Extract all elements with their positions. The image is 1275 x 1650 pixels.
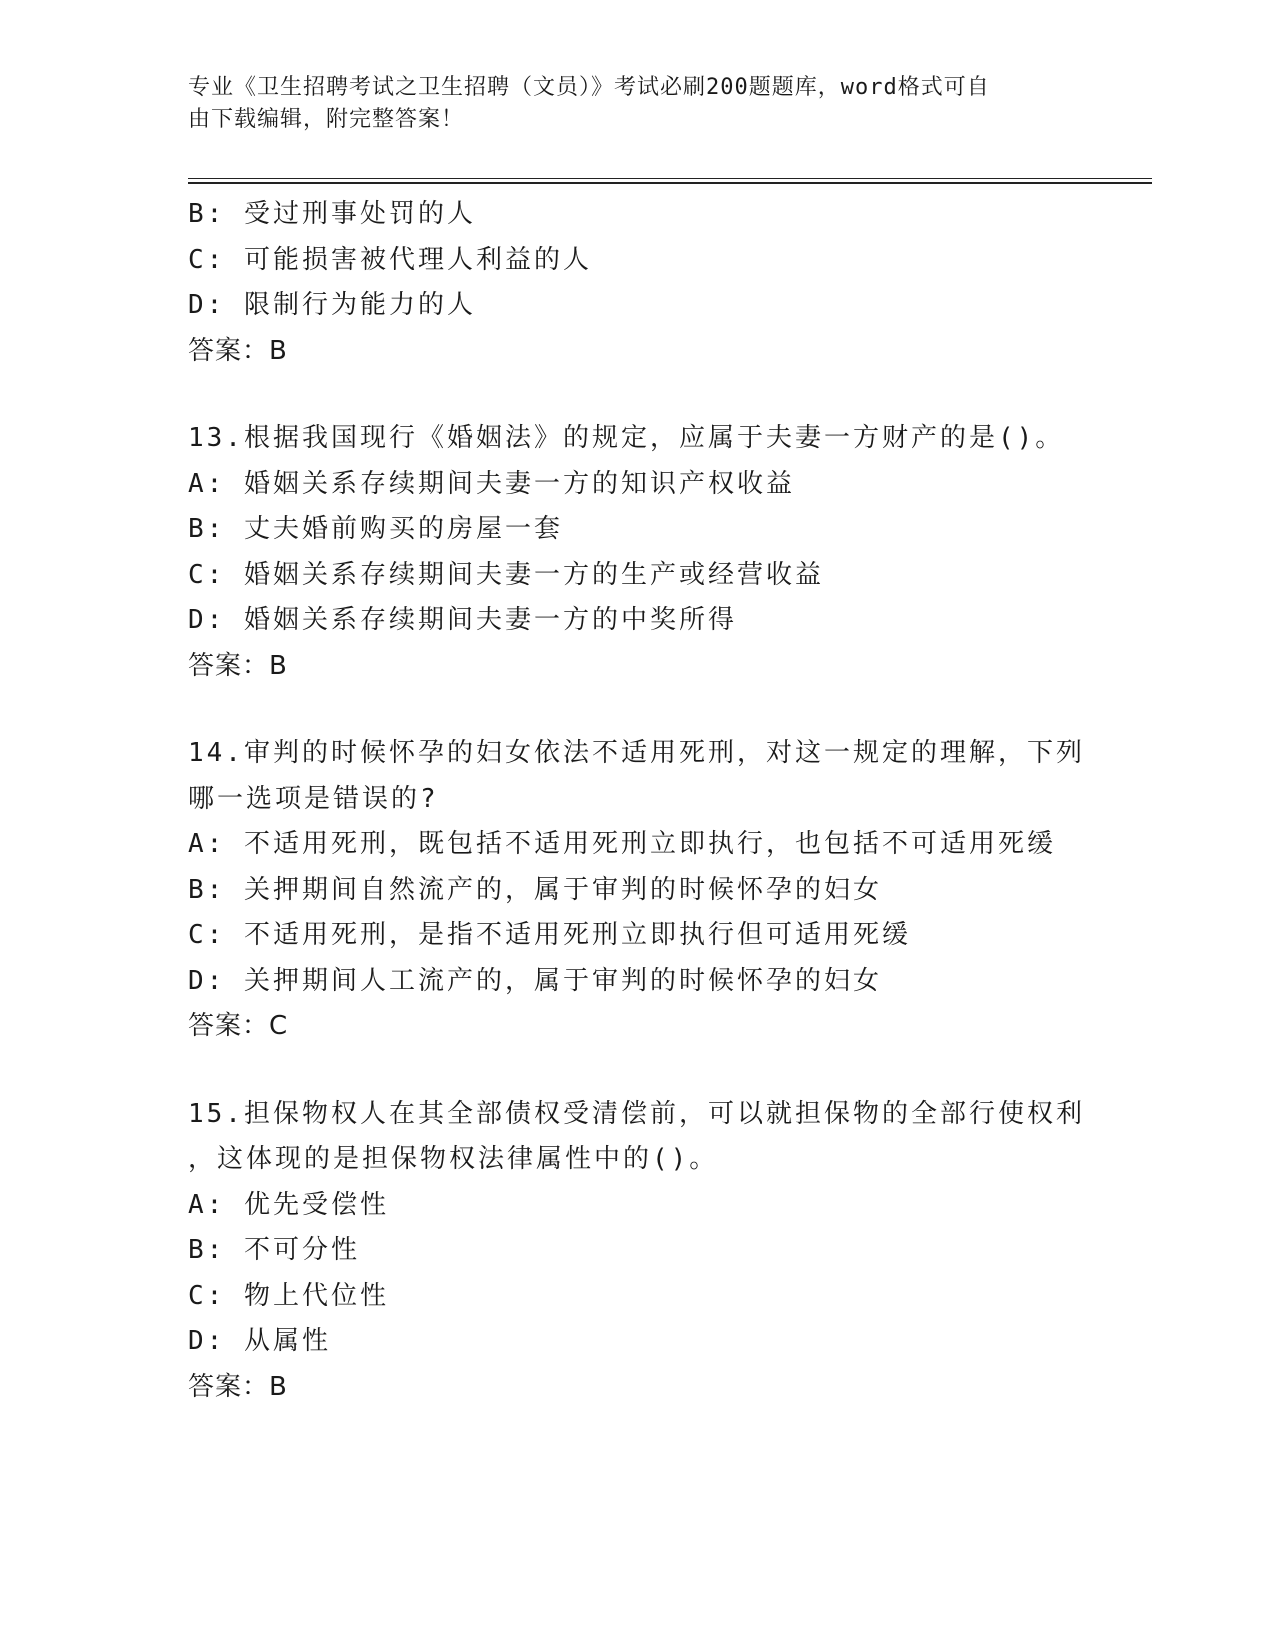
option-d: D: 限制行为能力的人 xyxy=(188,290,476,320)
question-stem-line-1: 15.担保物权人在其全部债权受清偿前，可以就担保物的全部行使权利 xyxy=(188,1098,1085,1129)
option-c: C: 婚姻关系存续期间夫妻一方的生产或经营收益 xyxy=(188,559,824,590)
option-a: A: 婚姻关系存续期间夫妻一方的知识产权收益 xyxy=(188,468,795,499)
header-divider-thin xyxy=(188,178,1152,179)
question-stem-line-2: ，这体现的是担保物权法律属性中的()。 xyxy=(188,1144,719,1174)
question-list xyxy=(188,192,1088,1410)
question-15 xyxy=(188,1092,1088,1411)
option-a: A: 不适用死刑，既包括不适用死刑立即执行，也包括不可适用死缓 xyxy=(188,829,1056,859)
header-line-2: 由下载编辑，附完整答案！ xyxy=(188,107,465,132)
option-c: C: 物上代位性 xyxy=(188,1280,389,1311)
option-a: A: 优先受偿性 xyxy=(188,1189,389,1220)
option-b: B: 受过刑事处罚的人 xyxy=(188,199,476,229)
question-14 xyxy=(188,731,1088,1050)
option-b: B: 不可分性 xyxy=(188,1235,360,1265)
header-line-1: 专业《卫生招聘考试之卫生招聘（文员）》考试必刷200题题库，word格式可自 xyxy=(188,75,990,100)
question-stem-line-2: 哪一选项是错误的? xyxy=(188,783,439,814)
question-stem: 13.根据我国现行《婚姻法》的规定，应属于夫妻一方财产的是()。 xyxy=(188,423,1065,453)
answer: 答案：B xyxy=(188,1371,288,1402)
answer: 答案：B xyxy=(188,650,288,681)
answer: 答案：C xyxy=(188,1011,289,1041)
option-c: C: 可能损害被代理人利益的人 xyxy=(188,244,592,275)
option-d: D: 从属性 xyxy=(188,1326,331,1356)
header-divider-thick xyxy=(188,182,1152,184)
option-c: C: 不适用死刑，是指不适用死刑立即执行但可适用死缓 xyxy=(188,920,911,950)
question-12 xyxy=(188,192,1088,374)
answer: 答案：B xyxy=(188,335,288,366)
option-b: B: 丈夫婚前购买的房屋一套 xyxy=(188,514,563,544)
option-b: B: 关押期间自然流产的，属于审判的时候怀孕的妇女 xyxy=(188,874,882,905)
document-header xyxy=(188,72,1068,136)
question-stem-line-1: 14.审判的时候怀孕的妇女依法不适用死刑，对这一规定的理解，下列 xyxy=(188,738,1085,768)
option-d: D: 婚姻关系存续期间夫妻一方的中奖所得 xyxy=(188,605,737,635)
option-d: D: 关押期间人工流产的，属于审判的时候怀孕的妇女 xyxy=(188,965,882,996)
question-13 xyxy=(188,416,1088,689)
